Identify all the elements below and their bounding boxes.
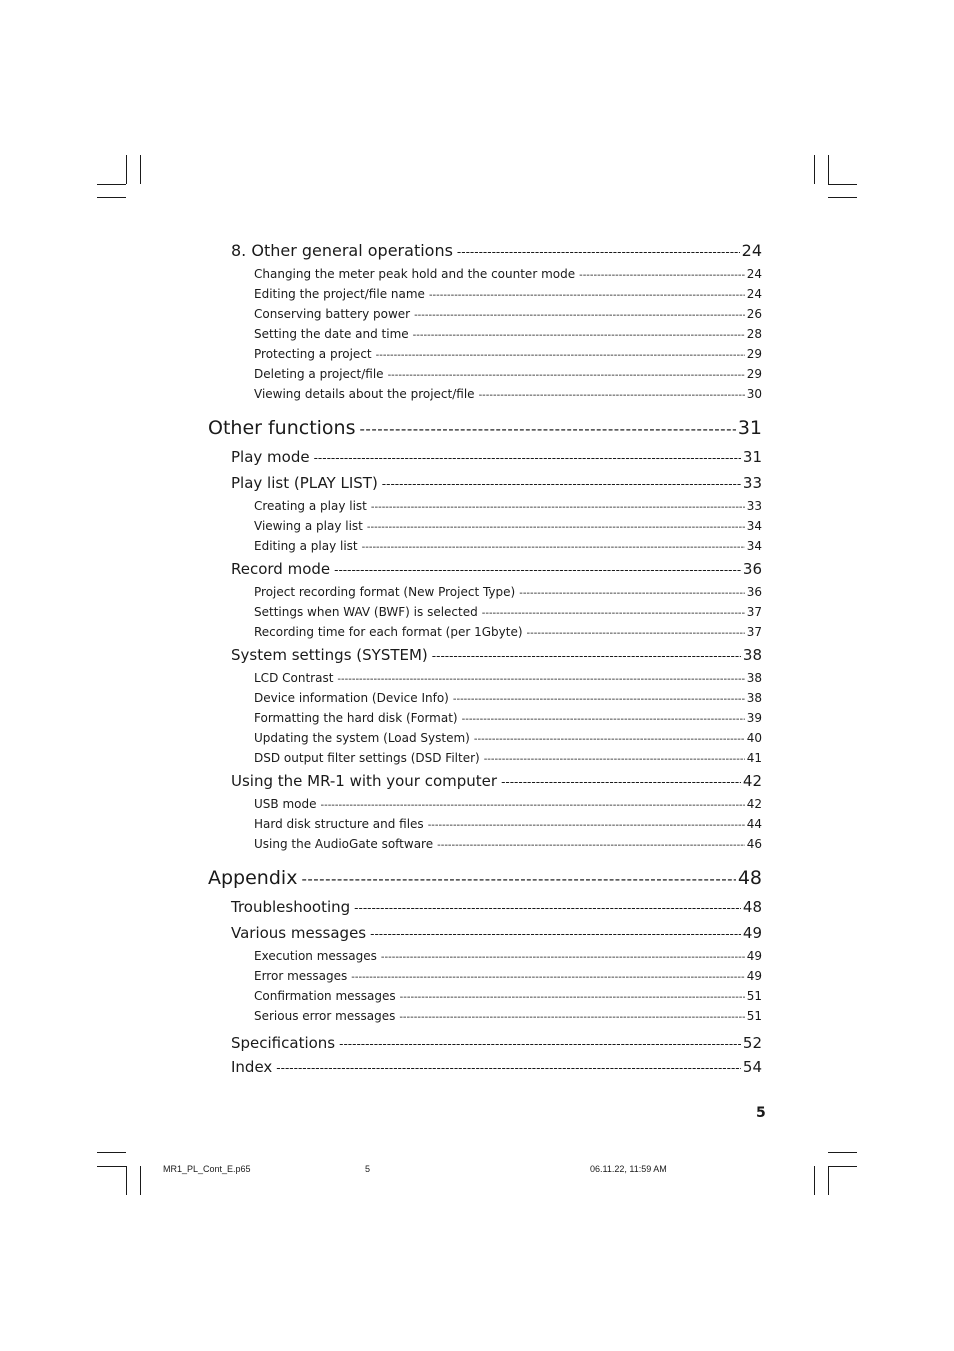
toc-page-number: 28 [746,327,762,341]
crop-mark [814,1166,815,1195]
toc-subentry[interactable] [208,794,762,814]
dot-leader [453,690,745,710]
toc-page-number: 48 [737,867,762,889]
dot-leader [381,948,745,968]
toc-subentry[interactable] [208,748,762,768]
toc-page-number: 42 [742,772,762,790]
toc-page-number: 54 [742,1058,762,1076]
crop-mark [97,184,126,185]
toc-entry-title: Using the AudioGate software [254,837,434,851]
crop-mark [814,155,815,184]
crop-mark [828,155,829,184]
toc-entry-title: Play mode [231,448,310,466]
toc-entry-title: Formatting the hard disk (Format) [254,711,458,725]
toc-entry-title: Editing the project/file name [254,287,425,301]
toc-entry-title: Updating the system (Load System) [254,731,470,745]
toc-entry-title: Serious error messages [254,1009,396,1023]
toc-entry-title: Play list (PLAY LIST) [231,474,378,492]
toc-entry-title: LCD Contrast [254,671,334,685]
toc-subentry[interactable] [208,516,762,536]
dot-leader [428,816,745,836]
toc-subentry[interactable] [208,966,762,986]
toc-page-number: 51 [746,989,762,1003]
toc-entry[interactable] [208,920,762,946]
toc-page-number: 36 [746,585,762,599]
toc-entry-title: Settings when WAV (BWF) is selected [254,605,478,619]
toc-page-number: 46 [746,837,762,851]
toc-page-number: 38 [742,646,762,664]
dot-leader [484,750,745,770]
toc-entry[interactable] [208,556,762,582]
dot-leader [474,730,745,750]
toc-entry-title: Changing the meter peak hold and the counter mode [254,267,576,281]
toc-page-number: 31 [742,448,762,466]
dot-leader [399,1008,744,1028]
toc-chapter-title: Appendix [208,867,298,889]
toc-page-number: 24 [746,287,762,301]
toc-page-number: 41 [746,751,762,765]
dot-leader [482,604,745,624]
dot-leader [276,1057,741,1079]
toc-subentry[interactable] [208,946,762,966]
toc-subentry[interactable] [208,264,762,284]
page-number: 5 [756,1105,766,1121]
toc-entry[interactable] [208,642,762,668]
dot-leader [367,518,745,538]
toc-page-number: 42 [746,797,762,811]
toc-entry-title: Confirmation messages [254,989,396,1003]
toc-subentry[interactable] [208,688,762,708]
toc-entry[interactable] [208,1056,762,1078]
slug-filename: MR1_PL_Cont_E.p65 [163,1164,251,1174]
dot-leader [388,366,745,386]
dot-leader [462,710,745,730]
toc-entry-title: USB mode [254,797,317,811]
toc-entry-title: 8. Other general operations [231,241,453,260]
toc-entry-title: Record mode [231,560,331,578]
toc-entry-title: Execution messages [254,949,377,963]
toc-entry-title: Hard disk structure and files [254,817,424,831]
toc-entry[interactable] [208,470,762,496]
toc-subentry[interactable] [208,708,762,728]
toc-entry-title: Project recording format (New Project Type) [254,585,516,599]
toc-subentry[interactable] [208,1006,762,1026]
toc-subentry[interactable] [208,304,762,324]
dot-leader [354,895,741,921]
toc-subentry[interactable] [208,668,762,688]
crop-mark [828,1166,857,1167]
dot-leader [413,326,745,346]
toc-entry-title: Various messages [231,924,367,942]
toc-page-number: 48 [742,898,762,916]
toc-page-number: 39 [746,711,762,725]
toc-chapter-title: Other functions [208,417,356,439]
dot-leader [519,584,745,604]
toc-entry-title: Creating a play list [254,499,367,513]
toc-entry-title: Conserving battery power [254,307,411,321]
toc-page-number: 26 [746,307,762,321]
toc-page-number: 38 [746,671,762,685]
toc-entry[interactable] [208,768,762,794]
toc-subentry[interactable] [208,622,762,642]
toc-page-number: 38 [746,691,762,705]
toc-page-number: 49 [746,969,762,983]
toc-page-number: 33 [742,474,762,492]
dot-leader [414,306,745,326]
dot-leader [360,413,736,445]
toc-subentry[interactable] [208,834,762,854]
toc-subentry[interactable] [208,536,762,556]
dot-leader [351,968,744,988]
dot-leader [437,836,745,856]
dot-leader [579,266,745,286]
toc-chapter[interactable] [208,412,762,444]
toc-page-number: 37 [746,625,762,639]
crop-mark [140,155,141,184]
toc-page-number: 34 [746,539,762,553]
toc-subentry[interactable] [208,602,762,622]
toc-page-number: 24 [741,241,762,260]
toc-page-number: 40 [746,731,762,745]
toc-page-number: 37 [746,605,762,619]
toc-page-number: 52 [742,1034,762,1052]
toc-page-number: 34 [746,519,762,533]
dot-leader [527,624,745,644]
toc-subentry[interactable] [208,814,762,834]
toc-subentry[interactable] [208,384,762,404]
toc-entry-title: Device information (Device Info) [254,691,449,705]
dot-leader [362,538,745,558]
crop-mark [828,1166,829,1195]
dot-leader [371,498,745,518]
dot-leader [320,796,744,816]
toc-subentry[interactable] [208,284,762,304]
dot-leader [432,643,741,669]
toc-subentry[interactable] [208,344,762,364]
crop-mark [97,197,126,198]
dot-leader [337,670,744,690]
toc-entry-title: Viewing details about the project/file [254,387,475,401]
crop-mark [126,1166,127,1195]
slug-datetime: 06.11.22, 11:59 AM [590,1164,667,1174]
dot-leader [501,769,741,795]
dot-leader [370,921,741,947]
crop-mark [97,1166,126,1167]
toc-page-number: 49 [746,949,762,963]
crop-mark [140,1166,141,1195]
toc-page-number: 31 [737,417,762,439]
dot-leader [339,1031,741,1057]
toc-page-number: 36 [742,560,762,578]
toc-entry-title: Deleting a project/file [254,367,384,381]
toc-page-number: 51 [746,1009,762,1023]
toc-entry-title: Protecting a project [254,347,372,361]
toc-entry-title: Editing a play list [254,539,358,553]
toc-entry-title: Troubleshooting [231,898,351,916]
toc-page-number: 33 [746,499,762,513]
toc-entry[interactable] [208,894,762,920]
toc-entry-title: System settings (SYSTEM) [231,646,428,664]
toc-entry-title: DSD output filter settings (DSD Filter) [254,751,480,765]
toc-subentry[interactable] [208,364,762,384]
toc-entry-title: Index [231,1058,273,1076]
toc-subentry[interactable] [208,986,762,1006]
dot-leader [376,346,745,366]
toc-subentry[interactable] [208,582,762,602]
toc-page-number: 30 [746,387,762,401]
crop-mark [828,1152,857,1153]
toc-page-number: 29 [746,367,762,381]
toc-subentry[interactable] [208,496,762,516]
toc-entry-title: Setting the date and time [254,327,409,341]
crop-mark [828,184,857,185]
toc-subentry[interactable] [208,324,762,344]
dot-leader [479,386,745,406]
table-of-contents [208,238,762,1078]
dot-leader [457,239,740,265]
toc-page-number: 49 [742,924,762,942]
toc-subentry[interactable] [208,728,762,748]
crop-mark [97,1152,126,1153]
toc-entry-title: Specifications [231,1034,336,1052]
toc-page-number: 24 [746,267,762,281]
toc-entry-title: Error messages [254,969,348,983]
crop-mark [828,197,857,198]
toc-page-number: 29 [746,347,762,361]
toc-entry-title: Using the MR-1 with your computer [231,772,498,790]
toc-entry-title: Viewing a play list [254,519,363,533]
dot-leader [400,988,745,1008]
toc-entry[interactable] [208,444,762,470]
toc-entry-title: Recording time for each format (per 1Gbyte) [254,625,523,639]
dot-leader [334,557,741,583]
slug-page: 5 [365,1164,371,1174]
toc-page-number: 44 [746,817,762,831]
toc-entry[interactable] [208,238,762,264]
crop-mark [126,155,127,184]
dot-leader [314,445,741,471]
toc-chapter[interactable] [208,862,762,894]
toc-entry[interactable] [208,1030,762,1056]
dot-leader [301,863,735,895]
dot-leader [382,471,741,497]
dot-leader [429,286,745,306]
